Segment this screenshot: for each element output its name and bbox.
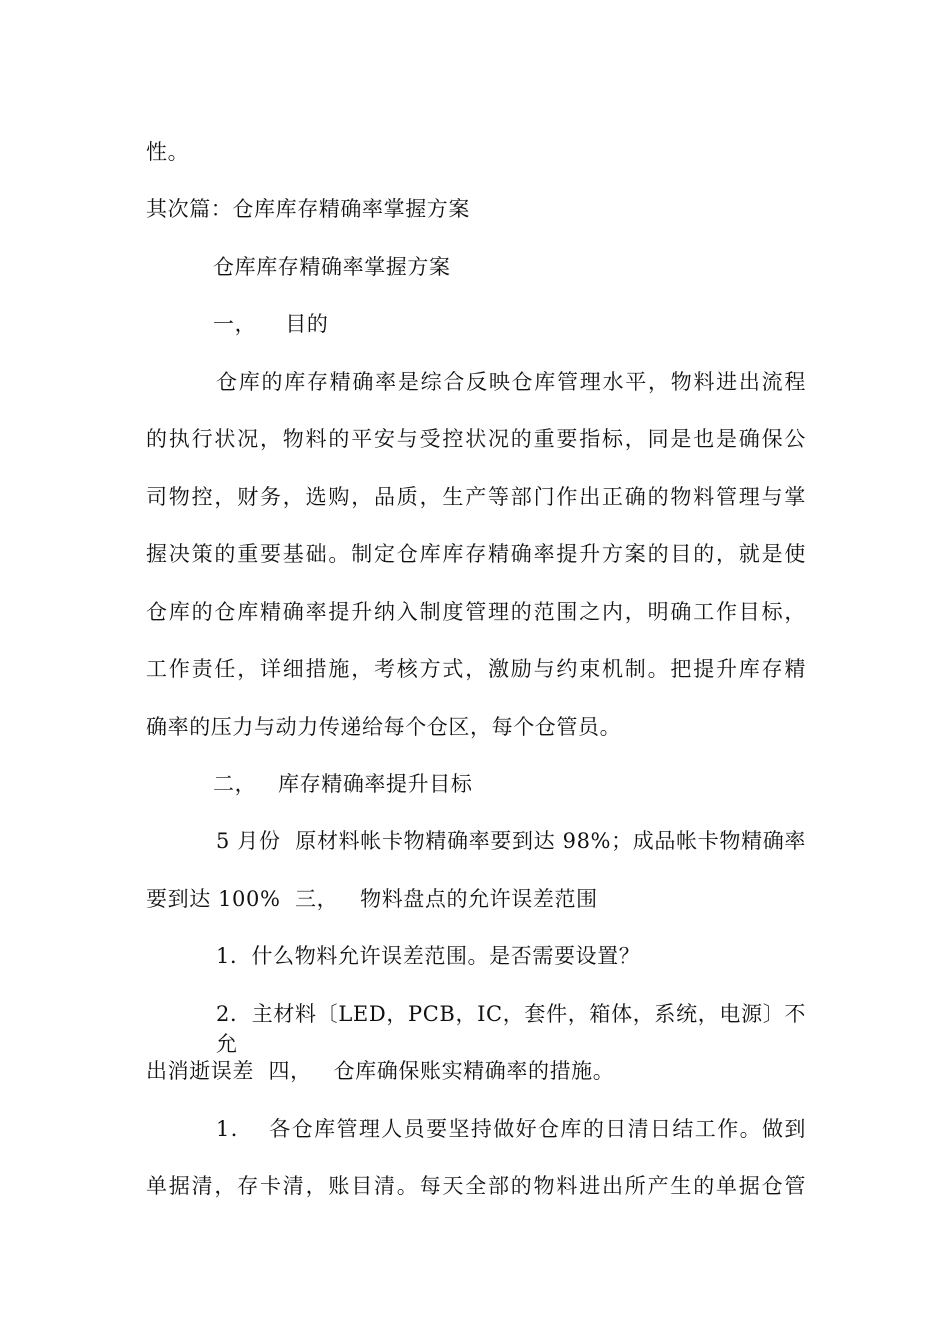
paragraph-line: 确率的压力与动力传递给每个仓区，每个仓管员。 [146, 715, 622, 739]
paragraph-line: 单据清，存卡清，账目清。每天全部的物料进出所产生的单据仓管 [146, 1174, 806, 1198]
paragraph-line: 出消逝误差 四， 仓库确保账实精确率的措施。 [146, 1059, 615, 1083]
list-item: 1．什么物料允许误差范围。是否需要设置？ [216, 944, 641, 968]
heading-purpose: 一， 目的 [213, 312, 329, 336]
paragraph-line: 要到达 100% 三， 物料盘点的允许误差范围 [146, 887, 598, 911]
paragraph-line: 的执行状况，物料的平安与受控状况的重要指标，同是也是确保公 [146, 427, 806, 451]
document-title: 仓库库存精确率掌握方案 [213, 255, 451, 279]
heading-target: 二， 库存精确率提升目标 [213, 772, 473, 796]
paragraph-line: 司物控，财务，选购，品质，生产等部门作出正确的物料管理与掌 [146, 485, 806, 509]
paragraph-line: 5 月份 原材料帐卡物精确率要到达 98%；成品帐卡物精确率 [216, 829, 806, 853]
paragraph-line: 仓库的库存精确率是综合反映仓库管理水平，物料进出流程 [216, 370, 806, 394]
section-heading: 其次篇：仓库库存精确率掌握方案 [146, 197, 470, 221]
list-item: 2．主材料〔LED，PCB，IC，套件，箱体，系统，电源〕不允 [216, 1002, 806, 1056]
text-line-1: 性。 [146, 140, 190, 164]
paragraph-line: 仓库的仓库精确率提升纳入制度管理的范围之内，明确工作目标， [146, 600, 806, 624]
list-item: 1． 各仓库管理人员要坚持做好仓库的日清日结工作。做到 [216, 1117, 806, 1141]
paragraph-line: 工作责任，详细措施，考核方式，激励与约束机制。把提升库存精 [146, 657, 806, 681]
paragraph-line: 握决策的重要基础。制定仓库库存精确率提升方案的目的，就是使 [146, 542, 806, 566]
